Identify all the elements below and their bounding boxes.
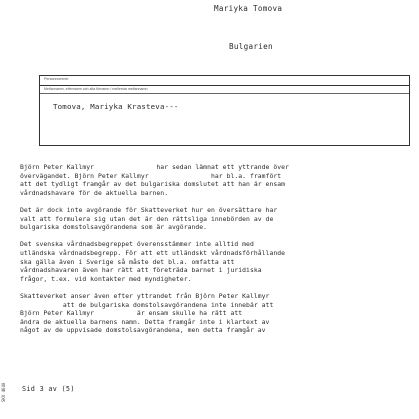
paragraph-3: Det svenska vårdnadsbegreppet överensstämmer inte alltid med utländska vårdnadsbegrepp. För att ett utländskt vårdnadsförhållande ska gälla även i Sverige så måste det bl.a. omfatta att vårdnadshavaren även har rätt att företräda barnet i juridiska frågor, t.ex. vid kontakter med myndigheter. — [20, 240, 286, 283]
paragraph-4: Skatteverket anser även efter yttrandet från Björn Peter Kallmyr att de bulgariska domstolsavgörandena inte innebär att Björn Peter Kallmyr är ensam skulle ha rätt att ändra de aktuella barnens namn. Detta framgår inte i klartext av något av de uppvisade domstolsavgörandena, men detta framgår av — [20, 291, 274, 335]
header-name: Mariyka Tomova — [214, 4, 283, 13]
name-field-value: Tomova, Mariyka Krasteva--- — [53, 102, 179, 111]
paragraph-1: Björn Peter Kallmyr har sedan lämnat ett yttrande över övervägandet. Björn Peter Kallmyr har bl.a. framfört att det tydligt framgår av det bulgariska domslutet att han är ensam vårdnadshavare för de aktuella barnen. — [20, 163, 289, 197]
header-country: Bulgarien — [229, 42, 273, 51]
personnummer-label: Personnummer — [44, 77, 69, 81]
letter-body — [20, 163, 410, 343]
form-code: SKV 4640 — [1, 382, 6, 402]
person-form-box — [39, 75, 410, 146]
paragraph-2: Det är dock inte avgörande för Skatteverket hur en översättare har valt att formulera sig utan det är den rättsliga innebörden av de bulgariska domstolsavgörandena som är avgörande. — [20, 205, 278, 232]
personnummer-row — [40, 76, 409, 86]
name-field-label: Mellannamn, efternamn och alla förnamn / mellersta mellannamn — [44, 87, 148, 91]
name-label-row — [40, 86, 409, 94]
page-number: Sid 3 av (5) — [22, 385, 75, 393]
